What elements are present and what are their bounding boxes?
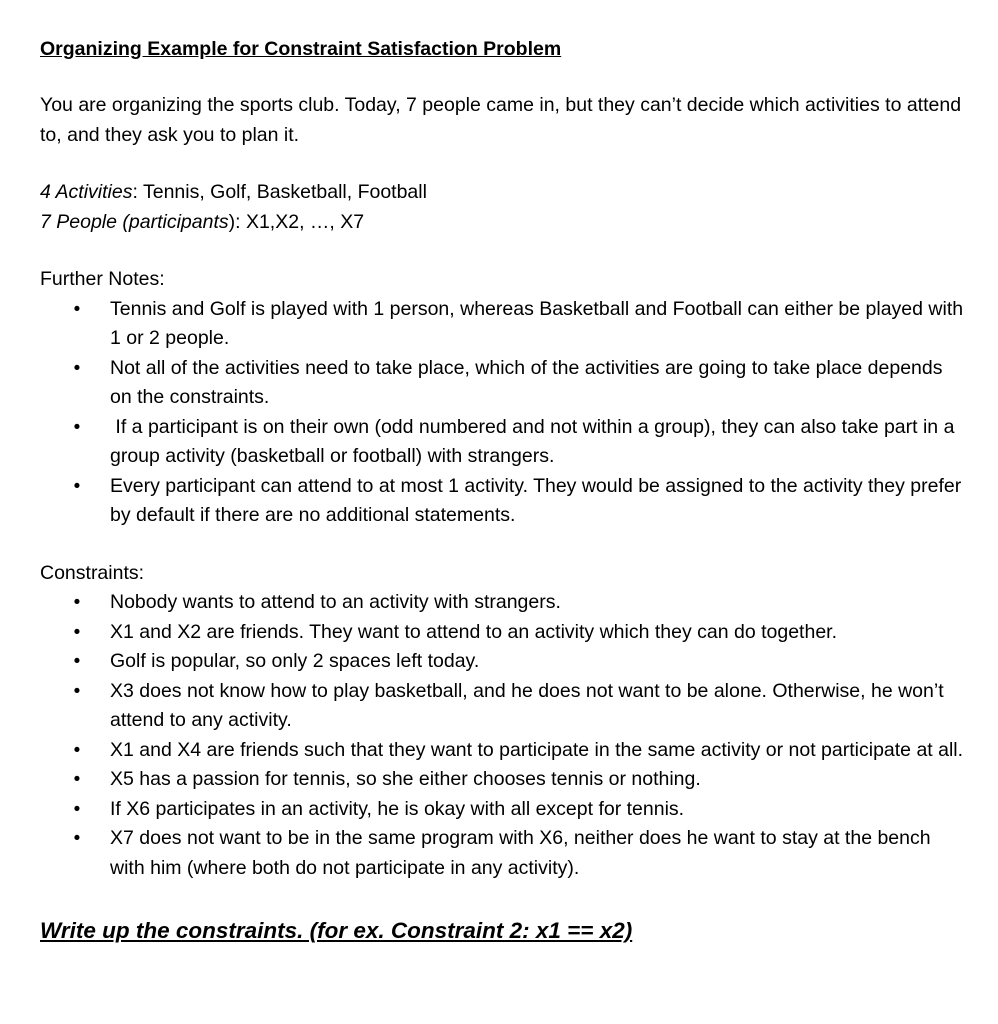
list-item-text: Golf is popular, so only 2 spaces left today. — [110, 650, 480, 672]
list-item-text: X7 does not want to be in the same program with X6, neither does he want to stay at the bench with him (where both do not participate in any activity). — [110, 827, 931, 879]
task-instruction: Write up the constraints. (for ex. Constraint 2: x1 == x2) — [40, 918, 633, 943]
constraints-heading: Constraints: — [40, 561, 145, 584]
constraints-list — [40, 588, 965, 883]
list-item-text: X3 does not know how to play basketball, and he does not want to be alone. Otherwise, he won’t attend to any activity. — [110, 679, 944, 731]
people-value: ): X1,X2, …, X7 — [228, 210, 365, 233]
bullet-icon: • — [73, 416, 81, 438]
activities-label: 4 Activities — [40, 181, 133, 203]
list-item — [40, 677, 965, 736]
activities-line — [40, 178, 965, 208]
problem-spec — [40, 178, 965, 237]
list-item-text: Tennis and Golf is played with 1 person, whereas Basketball and Football can either be played with 1 or 2 people. — [110, 297, 964, 349]
bullet-icon: • — [73, 680, 81, 702]
list-item — [40, 824, 965, 883]
list-item — [40, 736, 965, 766]
list-item — [40, 295, 965, 354]
activities-value: : Tennis, Golf, Basketball, Football — [132, 181, 427, 203]
bullet-icon: • — [73, 475, 81, 497]
bullet-icon: • — [73, 298, 81, 320]
list-item-text: X1 and X2 are friends. They want to attend to an activity which they can do together. — [110, 620, 838, 643]
bullet-icon: • — [73, 357, 81, 379]
list-item-text: If X6 participates in an activity, he is okay with all except for tennis. — [110, 797, 685, 820]
bullet-icon: • — [73, 828, 81, 849]
bullet-icon: • — [73, 621, 81, 643]
people-label: 7 People (participants — [40, 210, 229, 233]
list-item — [40, 795, 965, 825]
bullet-icon: • — [73, 798, 81, 820]
list-item-text: Nobody wants to attend to an activity with strangers. — [110, 591, 561, 613]
people-line — [40, 208, 965, 238]
list-item — [40, 472, 965, 531]
list-item-text: X1 and X4 are friends such that they want to participate in the same activity or not participate at all. — [110, 738, 964, 761]
bullet-icon: • — [73, 739, 81, 761]
list-item — [40, 588, 965, 618]
list-item — [40, 354, 965, 413]
bullet-icon: • — [73, 592, 81, 613]
document-title: Organizing Example for Constraint Satisfaction Problem — [40, 38, 562, 60]
bullet-icon: • — [73, 651, 81, 672]
further-notes-heading: Further Notes: — [40, 268, 165, 290]
list-item-text: Not all of the activities need to take place, which of the activities are going to take place depends on the constraints. — [110, 356, 943, 408]
list-item-text: If a participant is on their own (odd numbered and not within a group), they can also take part in a group activity (basketball or football) with strangers. — [110, 415, 960, 467]
intro-paragraph: You are organizing the sports club. Today, 7 people came in, but they can’t decide which activities to attend to, and they ask you to plan it. — [40, 94, 962, 146]
bullet-icon: • — [73, 769, 81, 790]
list-item — [40, 765, 965, 795]
list-item — [40, 647, 965, 677]
further-notes-list — [40, 295, 965, 531]
list-item-text: X5 has a passion for tennis, so she either chooses tennis or nothing. — [110, 768, 701, 790]
document-page — [40, 36, 965, 946]
list-item — [40, 413, 965, 472]
list-item — [40, 618, 965, 648]
list-item-text: Every participant can attend to at most 1 activity. They would be assigned to the activity they prefer by default if there are no additional statements. — [110, 474, 962, 526]
